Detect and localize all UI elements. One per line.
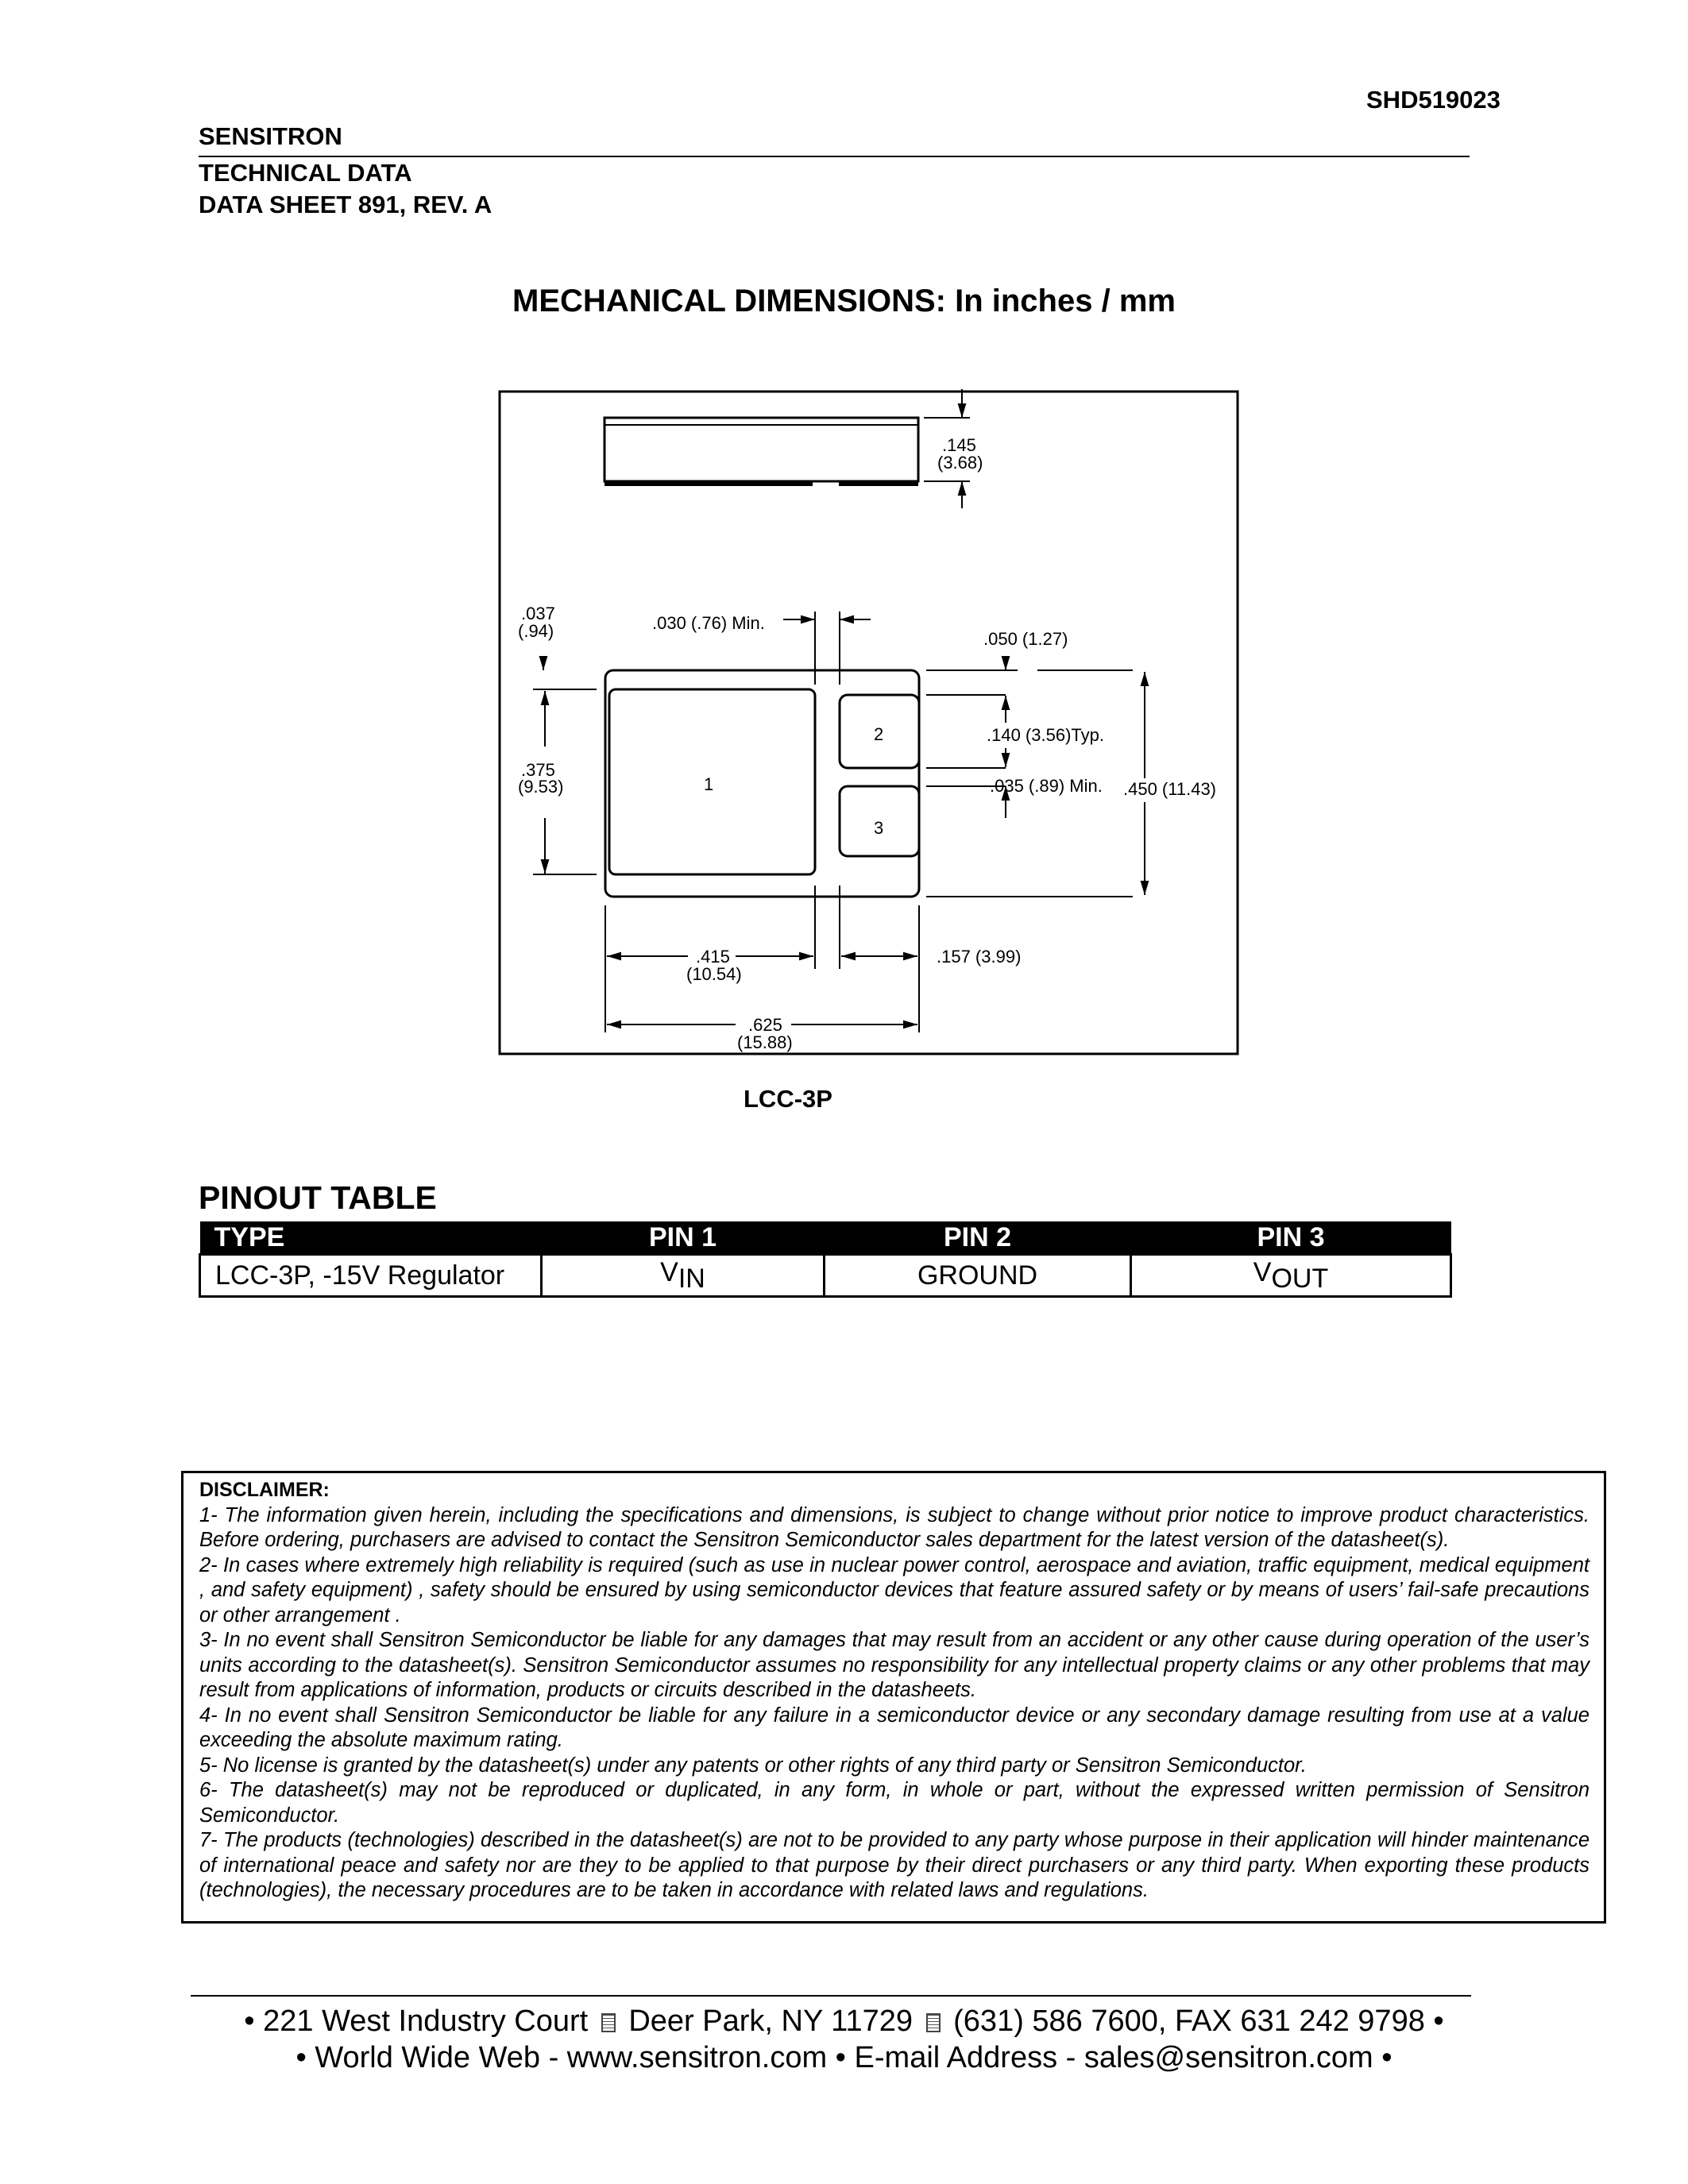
pinout-header-pin1: PIN 1: [542, 1221, 825, 1255]
disclaimer-item: 6- The datasheet(s) may not be reproduced or duplicated, in any form, in whole or part, without the expressed written permission of Sensitron Semiconductor.: [199, 1779, 1590, 1827]
table-row: [200, 1255, 1451, 1297]
side-view: [605, 389, 970, 508]
pinout-header-pin2: PIN 2: [825, 1221, 1131, 1255]
dim-140-typ: .140 (3.56)Typ.: [987, 725, 1104, 745]
company-name: SENSITRON: [199, 122, 342, 150]
dim-037-in: .037: [521, 604, 555, 623]
pinout-title: PINOUT TABLE: [199, 1179, 437, 1216]
pinout-type-cell: LCC-3P, -15V Regulator: [200, 1255, 542, 1297]
footer-address: 221 West Industry Court: [263, 2005, 589, 2038]
disclaimer-title: DISCLAIMER:: [199, 1479, 330, 1501]
pin1-sub: IN: [678, 1263, 705, 1294]
footer-rule: [191, 1995, 1471, 1997]
disclaimer-item: 3- In no event shall Sensitron Semiconductor be liable for any damages that may result from an accident or any other cause during operation of the user’s units according to the datasheet(s). Sensitron Semiconductor assumes no responsibility for any intellectual property claims or any other problems that may result from applications of information, products or circuits described in the datasheets.: [199, 1629, 1590, 1701]
dim-050: .050 (1.27): [983, 629, 1068, 649]
pad-1-label: 1: [704, 774, 714, 794]
top-view: [605, 670, 919, 897]
bullet-icon: •: [244, 2005, 255, 2038]
package-label: LCC-3P: [744, 1085, 832, 1113]
dim-375-in: .375: [521, 760, 555, 780]
bullet-icon: •: [295, 2041, 307, 2074]
dim-037-mm: (.94): [518, 621, 554, 641]
disclaimer-item: 5- No license is granted by the datasheet(s) under any patents or other rights of any third party or Sensitron Semiconductor.: [199, 1754, 1307, 1777]
dim-450: .450 (11.43): [1123, 779, 1217, 799]
pinout-pin3-cell: [1131, 1255, 1451, 1297]
pinout-pin1-cell: [542, 1255, 825, 1297]
header-datasheet-rev: DATA SHEET 891, REV. A: [199, 191, 492, 218]
bullet-icon: •: [835, 2041, 846, 2074]
pin1-main: V: [660, 1256, 678, 1287]
footer-phone: (631) 586 7600, FAX 631 242 9798: [953, 2005, 1425, 2038]
dim-height-in: .145: [942, 435, 976, 455]
footer-line-1: [0, 2003, 1688, 2039]
pad-3-label: 3: [874, 818, 884, 838]
disclaimer-item: 2- In cases where extremely high reliability is required (such as use in nuclear power control, aerospace and aviation, traffic equipment, medical equipment , and safety equipment) , safety should be ensured by using semiconductor devices that feature assured safety or by means of users’ fail-safe precautions or other arrangement .: [199, 1553, 1590, 1626]
dim-625-in: .625: [748, 1015, 782, 1035]
dim-375-mm: (9.53): [518, 777, 564, 797]
dim-415-mm: (10.54): [686, 964, 742, 984]
dim-030-min: .030 (.76) Min.: [652, 613, 765, 633]
disclaimer-item: 4- In no event shall Sensitron Semiconductor be liable for any failure in a semiconductor device or any secondary damage resulting from use at a value exceeding the absolute maximum rating.: [199, 1704, 1590, 1751]
dim-height-mm: (3.68): [937, 453, 983, 473]
bullet-icon: •: [1433, 2005, 1444, 2038]
disclaimer-box: [181, 1471, 1606, 1924]
pad-2-label: 2: [874, 724, 884, 744]
dim-035-min: .035 (.89) Min.: [990, 776, 1103, 796]
disclaimer-item: 7- The products (technologies) described in the datasheet(s) are not to be provided to any party whose purpose in their application will hinder maintenance of international peace and safety nor are they to be applied to that purpose by their direct purchasers or any third party. When exporting these products (technologies), the necessary procedures are to be taken in accordance with related laws and regulations.: [199, 1829, 1590, 1901]
pinout-header-row: [200, 1221, 1451, 1255]
page-title: MECHANICAL DIMENSIONS: In inches / mm: [512, 284, 1176, 318]
disclaimer-item: 1- The information given herein, including the specifications and dimensions, is subject to change without prior notice to improve product characteristics. Before ordering, purchasers are advised to contact the Sensitron Semiconductor sales department for the latest version of the datasheet(s).: [199, 1503, 1590, 1551]
dim-157: .157 (3.99): [937, 947, 1022, 967]
footer-line-2: [0, 2039, 1688, 2076]
separator-box-icon: [601, 2013, 616, 2032]
pinout-header-pin3: PIN 3: [1131, 1221, 1451, 1255]
pinout-table: [199, 1221, 1452, 1298]
separator-box-icon: [926, 2013, 941, 2032]
pinout-header-type: TYPE: [200, 1221, 542, 1255]
footer-web[interactable]: World Wide Web - www.sensitron.com: [315, 2041, 828, 2074]
mechanical-drawing: [497, 389, 1240, 1056]
pinout-pin2-cell: GROUND: [825, 1255, 1131, 1297]
pin3-sub: OUT: [1271, 1263, 1329, 1294]
pin3-main: V: [1253, 1256, 1272, 1287]
doc-number: SHD519023: [1366, 86, 1501, 114]
footer-email[interactable]: E-mail Address - sales@sensitron.com: [854, 2041, 1373, 2074]
footer-city: Deer Park, NY 11729: [628, 2005, 914, 2038]
dim-415-in: .415: [696, 947, 730, 967]
bullet-icon: •: [1381, 2041, 1393, 2074]
header-technical-data: TECHNICAL DATA: [199, 159, 412, 187]
dim-625-mm: (15.88): [737, 1032, 793, 1052]
